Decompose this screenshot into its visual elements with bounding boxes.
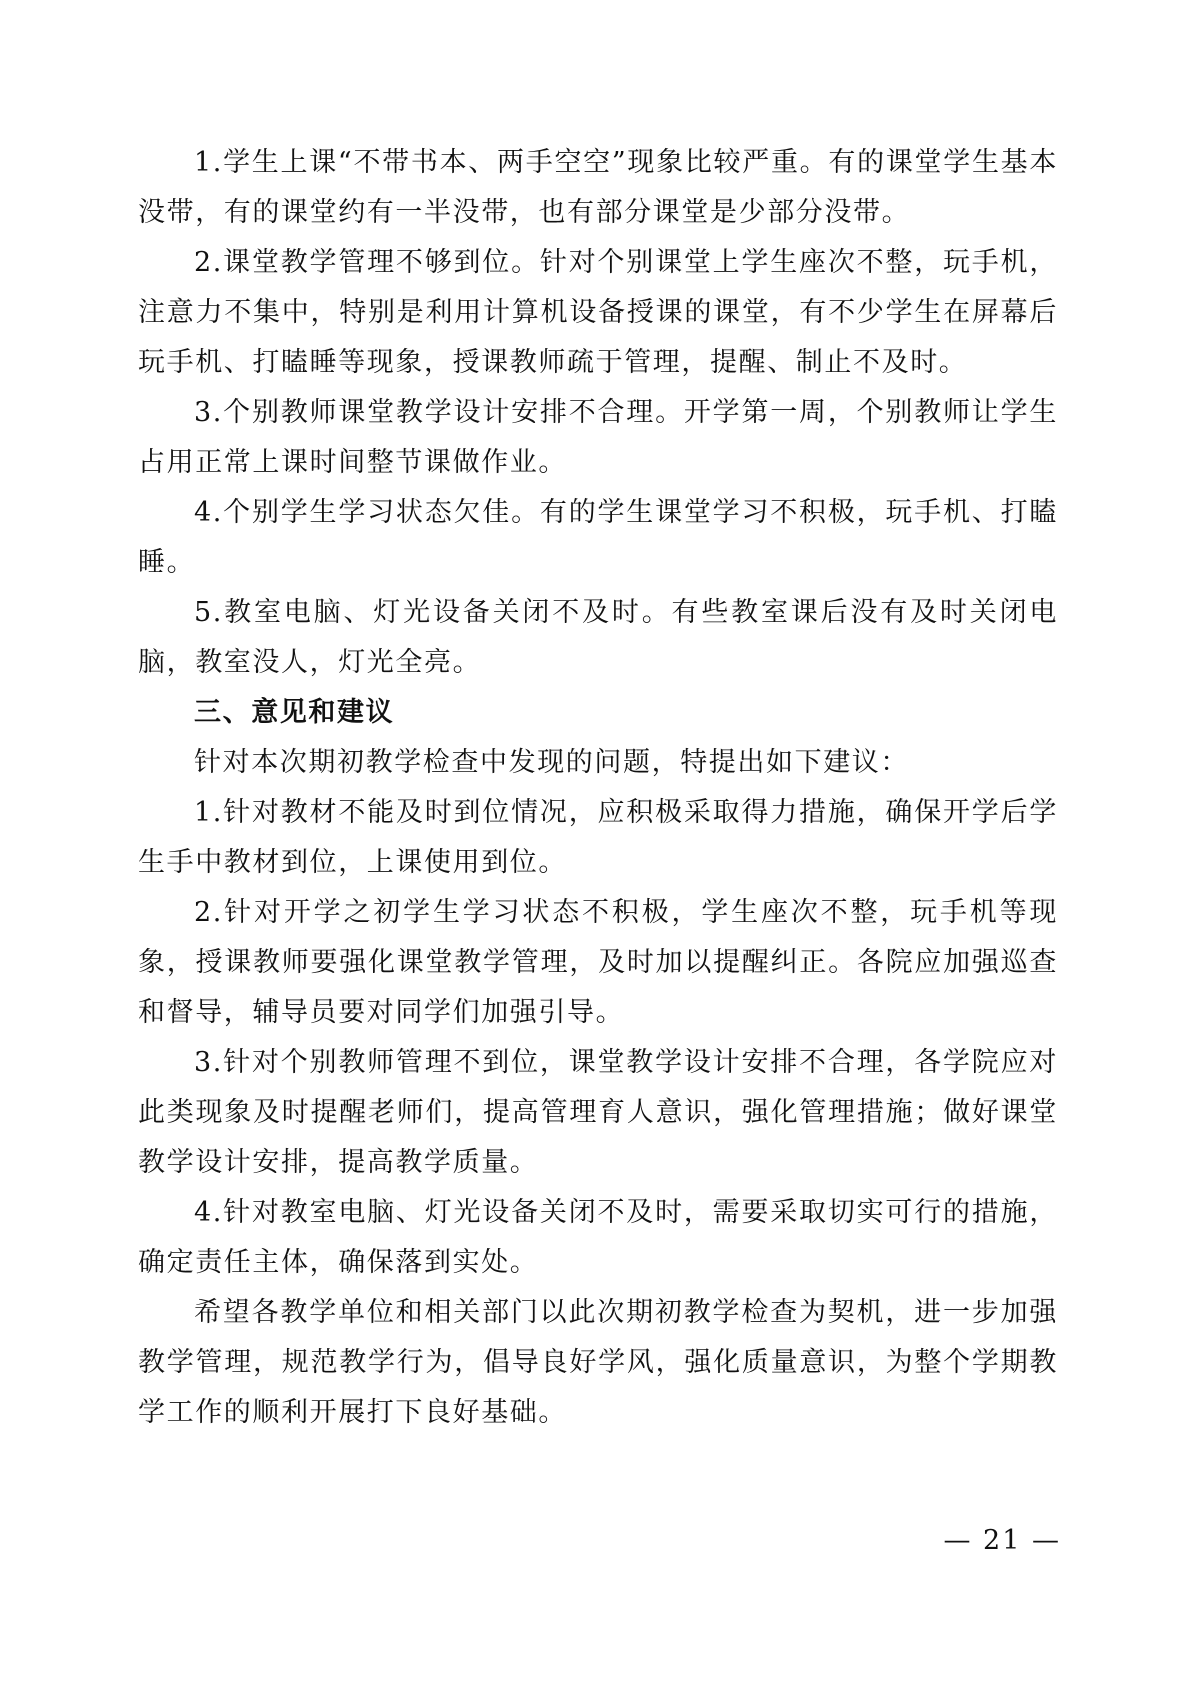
paragraph-suggestion-3: 3.针对个别教师管理不到位，课堂教学设计安排不合理，各学院应对此类现象及时提醒老师们，提高管理育人意识，强化管理措施；做好课堂教学设计安排，提高教学质量。 bbox=[138, 1047, 1058, 1178]
paragraph-problem-1: 1.学生上课“不带书本、两手空空”现象比较严重。有的课堂学生基本没带，有的课堂约有一半没带，也有部分课堂是少部分没带。 bbox=[138, 147, 1058, 228]
paragraph-problem-3: 3.个别教师课堂教学设计安排不合理。开学第一周，个别教师让学生占用正常上课时间整节课做作业。 bbox=[138, 397, 1058, 478]
page-number: — 21 — bbox=[943, 1525, 1061, 1556]
paragraph-suggestion-2: 2.针对开学之初学生学习状态不积极，学生座次不整，玩手机等现象，授课教师要强化课堂教学管理，及时加以提醒纠正。各院应加强巡查和督导，辅导员要对同学们加强引导。 bbox=[138, 897, 1058, 1028]
document-body bbox=[138, 138, 1058, 1438]
paragraph-problem-2: 2.课堂教学管理不够到位。针对个别课堂上学生座次不整，玩手机，注意力不集中，特别是利用计算机设备授课的课堂，有不少学生在屏幕后玩手机、打瞌睡等现象，授课教师疏于管理，提醒、制止不及时。 bbox=[138, 247, 1058, 378]
section-heading: 三、意见和建议 bbox=[194, 697, 395, 728]
paragraph-intro: 针对本次期初教学检查中发现的问题，特提出如下建议： bbox=[194, 747, 909, 778]
paragraph-problem-5: 5.教室电脑、灯光设备关闭不及时。有些教室课后没有及时关闭电脑，教室没人，灯光全亮。 bbox=[138, 597, 1058, 678]
paragraph-suggestion-1: 1.针对教材不能及时到位情况，应积极采取得力措施，确保开学后学生手中教材到位，上课使用到位。 bbox=[138, 797, 1058, 878]
paragraph-suggestion-4: 4.针对教室电脑、灯光设备关闭不及时，需要采取切实可行的措施，确定责任主体，确保落到实处。 bbox=[138, 1197, 1058, 1278]
paragraph-problem-4: 4.个别学生学习状态欠佳。有的学生课堂学习不积极，玩手机、打瞌睡。 bbox=[138, 497, 1058, 578]
paragraph-conclusion: 希望各教学单位和相关部门以此次期初教学检查为契机，进一步加强教学管理，规范教学行为，倡导良好学风，强化质量意识，为整个学期教学工作的顺利开展打下良好基础。 bbox=[138, 1297, 1058, 1428]
